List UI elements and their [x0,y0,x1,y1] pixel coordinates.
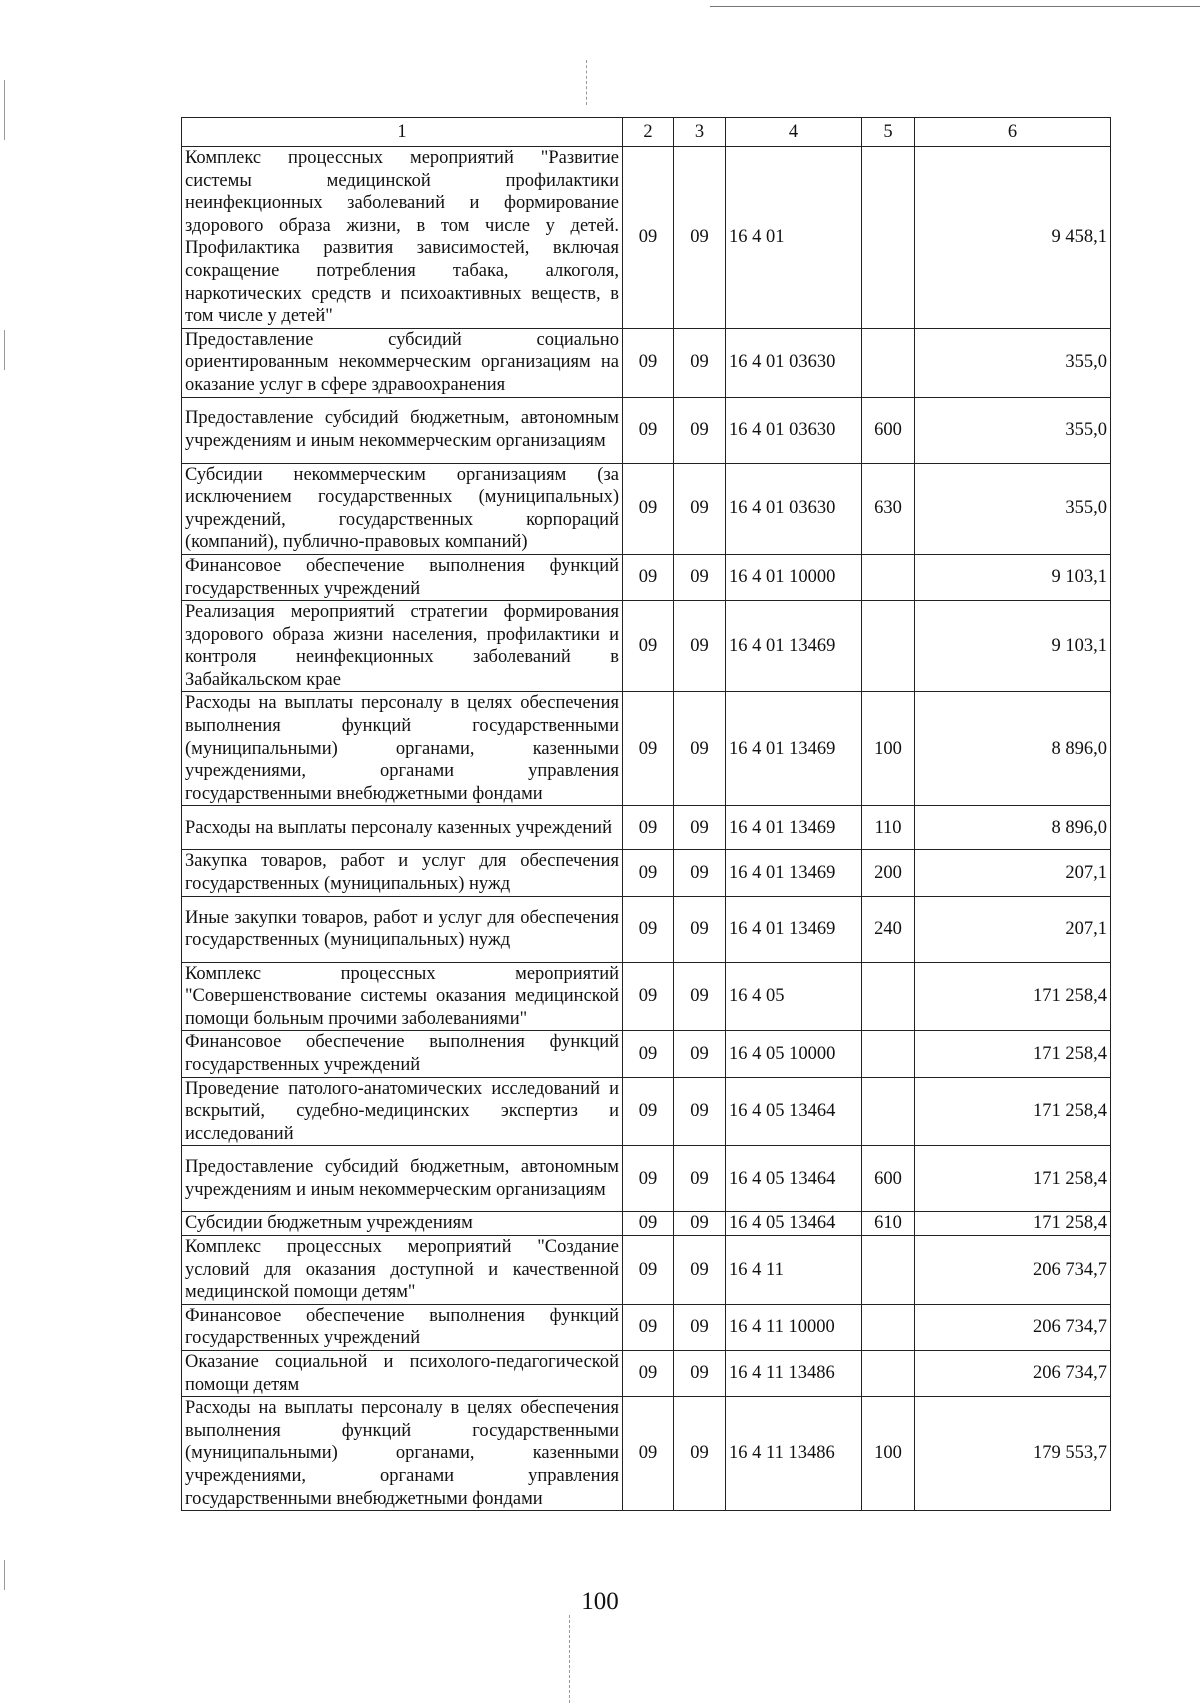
subsection-code: 09 [674,1350,726,1396]
section-code: 09 [623,962,674,1031]
expense-type-code: 630 [862,463,915,554]
subsection-code: 09 [674,1235,726,1304]
subsection-code: 09 [674,896,726,962]
fold-mark [569,1615,570,1703]
table-row [182,1235,1111,1304]
expense-type-code: 240 [862,896,915,962]
section-code: 09 [623,397,674,463]
target-article-code: 16 4 11 10000 [726,1304,862,1350]
row-description: Комплекс процессных мероприятий "Совершенствование системы оказания медицинской помощи больным прочими заболеваниями" [182,962,623,1031]
target-article-code: 16 4 01 13469 [726,896,862,962]
section-code: 09 [623,1350,674,1396]
scan-edge-mark [4,80,5,140]
budget-table-body [182,118,1111,1511]
amount: 171 258,4 [915,1146,1111,1212]
scan-edge-mark [4,330,5,370]
amount: 206 734,7 [915,1235,1111,1304]
section-code: 09 [623,896,674,962]
target-article-code: 16 4 01 03630 [726,328,862,397]
table-row [182,1212,1111,1236]
table-row [182,962,1111,1031]
row-description: Закупка товаров, работ и услуг для обеспечения государственных (муниципальных) нужд [182,850,623,896]
row-description: Расходы на выплаты персоналу в целях обеспечения выполнения функций государственными (муниципальными) органами, казенными учреждениями, органами управления государственными внебюджетными фондами [182,1397,623,1511]
table-row [182,328,1111,397]
row-description: Предоставление субсидий бюджетным, автономным учреждениям и иным некоммерческим организациям [182,397,623,463]
section-code: 09 [623,806,674,850]
subsection-code: 09 [674,1397,726,1511]
table-row [182,1146,1111,1212]
amount: 8 896,0 [915,806,1111,850]
amount: 206 734,7 [915,1304,1111,1350]
row-description: Комплекс процессных мероприятий "Развитие системы медицинской профилактики неинфекционных заболеваний и формирование здорового образа жизни, в том числе у детей. Профилактика развития зависимостей, включая сокращение потребления табака, алкоголя, наркотических средств и психоактивных веществ, в том числе у детей" [182,147,623,329]
table-row [182,692,1111,806]
target-article-code: 16 4 01 03630 [726,397,862,463]
section-code: 09 [623,1397,674,1511]
table-row [182,850,1111,896]
budget-table [181,117,1111,1511]
subsection-code: 09 [674,601,726,692]
subsection-code: 09 [674,328,726,397]
target-article-code: 16 4 01 13469 [726,850,862,896]
table-row [182,397,1111,463]
amount: 9 458,1 [915,147,1111,329]
section-code: 09 [623,1146,674,1212]
column-header: 4 [726,118,862,147]
row-description: Оказание социальной и психолого-педагогической помощи детям [182,1350,623,1396]
amount: 179 553,7 [915,1397,1111,1511]
table-row [182,601,1111,692]
expense-type-code: 100 [862,1397,915,1511]
target-article-code: 16 4 05 13464 [726,1146,862,1212]
column-header: 6 [915,118,1111,147]
table-row [182,1397,1111,1511]
section-code: 09 [623,850,674,896]
target-article-code: 16 4 01 13469 [726,806,862,850]
subsection-code: 09 [674,1077,726,1146]
expense-type-code: 100 [862,692,915,806]
subsection-code: 09 [674,1212,726,1236]
subsection-code: 09 [674,147,726,329]
expense-type-code [862,147,915,329]
expense-type-code: 600 [862,1146,915,1212]
expense-type-code [862,1350,915,1396]
page-number: 100 [581,1588,619,1615]
amount: 206 734,7 [915,1350,1111,1396]
expense-type-code [862,1235,915,1304]
amount: 171 258,4 [915,1077,1111,1146]
subsection-code: 09 [674,554,726,600]
amount: 171 258,4 [915,1031,1111,1077]
amount: 207,1 [915,896,1111,962]
amount: 207,1 [915,850,1111,896]
section-code: 09 [623,554,674,600]
target-article-code: 16 4 11 13486 [726,1397,862,1511]
target-article-code: 16 4 05 13464 [726,1077,862,1146]
row-description: Предоставление субсидий социально ориентированным некоммерческим организациям на оказание услуг в сфере здравоохранения [182,328,623,397]
subsection-code: 09 [674,1304,726,1350]
scan-edge-mark [4,1560,5,1590]
row-description: Проведение патолого-анатомических исследований и вскрытий, судебно-медицинских экспертиз и исследований [182,1077,623,1146]
row-description: Финансовое обеспечение выполнения функций государственных учреждений [182,1031,623,1077]
row-description: Финансовое обеспечение выполнения функций государственных учреждений [182,1304,623,1350]
amount: 8 896,0 [915,692,1111,806]
row-description: Реализация мероприятий стратегии формирования здорового образа жизни населения, профилактики и контроля неинфекционных заболеваний в Забайкальском крае [182,601,623,692]
amount: 355,0 [915,463,1111,554]
subsection-code: 09 [674,397,726,463]
fold-mark [586,60,587,105]
expense-type-code [862,554,915,600]
section-code: 09 [623,692,674,806]
row-description: Комплекс процессных мероприятий "Создание условий для оказания доступной и качественной медицинской помощи детям" [182,1235,623,1304]
column-header: 2 [623,118,674,147]
column-header: 5 [862,118,915,147]
target-article-code: 16 4 01 13469 [726,601,862,692]
expense-type-code: 600 [862,397,915,463]
amount: 355,0 [915,328,1111,397]
row-description: Субсидии некоммерческим организациям (за исключением государственных (муниципальных) учреждений, государственных корпораций (компаний), публично-правовых компаний) [182,463,623,554]
target-article-code: 16 4 01 [726,147,862,329]
section-code: 09 [623,1031,674,1077]
table-row [182,896,1111,962]
subsection-code: 09 [674,692,726,806]
subsection-code: 09 [674,463,726,554]
table-row [182,463,1111,554]
row-description: Иные закупки товаров, работ и услуг для обеспечения государственных (муниципальных) нужд [182,896,623,962]
amount: 171 258,4 [915,1212,1111,1236]
amount: 9 103,1 [915,554,1111,600]
expense-type-code: 610 [862,1212,915,1236]
row-description: Расходы на выплаты персоналу в целях обеспечения выполнения функций государственными (муниципальными) органами, казенными учреждениями, органами управления государственными внебюджетными фондами [182,692,623,806]
section-code: 09 [623,601,674,692]
row-description: Расходы на выплаты персоналу казенных учреждений [182,806,623,850]
expense-type-code: 110 [862,806,915,850]
amount: 355,0 [915,397,1111,463]
target-article-code: 16 4 05 10000 [726,1031,862,1077]
target-article-code: 16 4 05 13464 [726,1212,862,1236]
table-row [182,1350,1111,1396]
section-code: 09 [623,147,674,329]
section-code: 09 [623,1304,674,1350]
column-header: 1 [182,118,623,147]
target-article-code: 16 4 01 10000 [726,554,862,600]
section-code: 09 [623,463,674,554]
row-description: Предоставление субсидий бюджетным, автономным учреждениям и иным некоммерческим организациям [182,1146,623,1212]
table-row [182,1031,1111,1077]
target-article-code: 16 4 01 03630 [726,463,862,554]
row-description: Субсидии бюджетным учреждениям [182,1212,623,1236]
expense-type-code [862,1304,915,1350]
subsection-code: 09 [674,806,726,850]
table-row [182,1304,1111,1350]
section-code: 09 [623,1077,674,1146]
section-code: 09 [623,1212,674,1236]
header-row [182,118,1111,147]
target-article-code: 16 4 01 13469 [726,692,862,806]
target-article-code: 16 4 11 [726,1235,862,1304]
target-article-code: 16 4 11 13486 [726,1350,862,1396]
expense-type-code [862,962,915,1031]
table-row [182,1077,1111,1146]
expense-type-code [862,601,915,692]
target-article-code: 16 4 05 [726,962,862,1031]
row-description: Финансовое обеспечение выполнения функций государственных учреждений [182,554,623,600]
amount: 9 103,1 [915,601,1111,692]
table-row [182,806,1111,850]
table-row [182,554,1111,600]
subsection-code: 09 [674,962,726,1031]
section-code: 09 [623,1235,674,1304]
column-header: 3 [674,118,726,147]
subsection-code: 09 [674,1146,726,1212]
scan-edge-line [710,6,1200,7]
expense-type-code [862,1077,915,1146]
expense-type-code: 200 [862,850,915,896]
section-code: 09 [623,328,674,397]
table-row [182,147,1111,329]
expense-type-code [862,1031,915,1077]
subsection-code: 09 [674,850,726,896]
expense-type-code [862,328,915,397]
subsection-code: 09 [674,1031,726,1077]
amount: 171 258,4 [915,962,1111,1031]
